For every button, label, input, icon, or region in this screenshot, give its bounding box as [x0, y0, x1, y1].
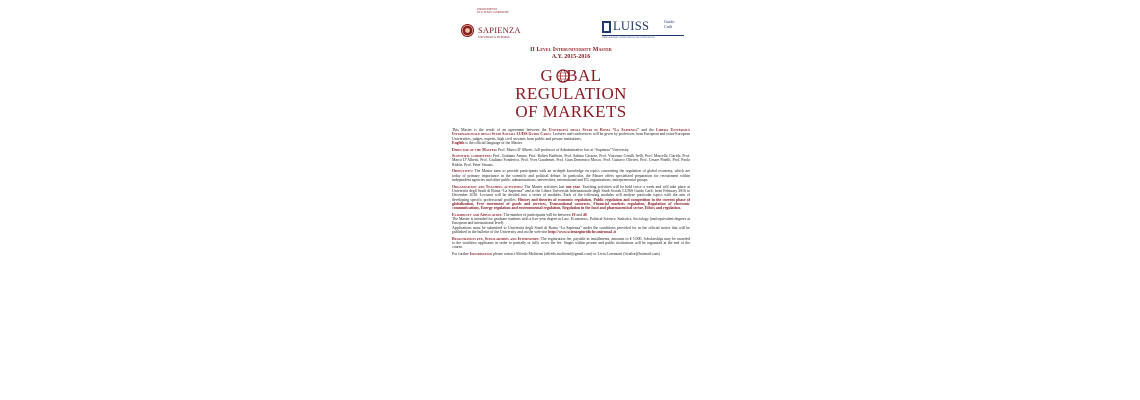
- committee-paragraph: Scientific committee: Prof. Giuliano Amato, Prof. Robert Baldwin, Prof. Sabino Cassese, Prof. Vincenzo Cerulli Irelli, Prof. Marcello Clarich, Prof. Marco D’Alberti, Prof. Giuliano Fonderico, Prof. Yves Gaudemet, Prof. Gian Domenico Mosco, Prof. Gustavo Olivieri, Prof. Cesare Pinelli, Prof. Paolo Ridola, Prof. Peter Strauss.: [452, 154, 690, 167]
- luiss-mark-icon: [602, 21, 611, 33]
- title-line-1: [452, 67, 690, 85]
- fees-label: Registration fee, Scholarships and Internships:: [452, 236, 540, 241]
- sapienza-name: SAPIENZA: [478, 25, 521, 35]
- eligibility-paragraph: Eligibility and Application: The number of participants will be between 10 and 40. The Master is intended for graduate students with a five-year degree in Law, Economics, Political Science, Statistics, Sociology (and equivalent degrees at European and international level). Applications must be submitted to Università degli Studi di Roma “La Sapienza” under the conditions provided for in the official notice that will be published in the bulletin of the University and on the web-site http://www.scienzegiuridiche.uniroma1.it: [452, 212, 690, 235]
- title-line-2: REGULATION: [515, 84, 627, 103]
- info-paragraph: For further Information please contact Alfredo Moliterni (alfredo.moliterni@gmail.com) or Livia Lorenzoni (livialor@hotmail.com).: [452, 251, 661, 256]
- luiss-highlight: Libera Università Internazionale degli Studi Sociali LUISS Guido Carli: [452, 128, 690, 137]
- logos-header: [452, 0, 690, 46]
- director-label: Director of the Master:: [452, 147, 498, 152]
- master-level: II Level Interuniversity Master: [530, 47, 612, 53]
- master-title: [452, 67, 690, 121]
- luiss-subtitle: LIBERA UNIVERSITÀ INTERNAZIONALE DEGLI STUDI SOCIALI: [602, 37, 655, 39]
- director-paragraph: Director of the Master: Prof. Marco D’Alberti, full professor of Administrative law at “Sapienza” University.: [452, 147, 630, 152]
- master-flyer: [452, 0, 690, 400]
- sapienza-highlight: Università degli Studi di Roma “La Sapienza”: [548, 128, 639, 132]
- title-bal: BAL: [566, 66, 602, 85]
- title-line-3: OF MARKETS: [515, 102, 627, 121]
- flyer-body: [452, 128, 690, 256]
- intro-paragraph: This Master is the result of an agreement between the Università degli Studi di Roma “La Sapienza” and the Libera Università Internazionale degli Studi Sociali LUISS Guido Carli. Lectures and conferences will be given by professors from European and extra-European Universities, judges, experts, high civil servants from public and private institutions. English is the official language of the Master.: [452, 128, 690, 146]
- english-highlight: English: [452, 141, 465, 146]
- sapienza-dept-line-1: DIPARTIMENTO: [477, 8, 498, 11]
- modules-list: History and theories of economic regulation, Public regulation and competition in the current phase of globalization, Free movement of goods and services, Transnational contracts, Financial markets regulation, Regulation of electronic communications, Energy regulation and environmental regulation, Regulation in the food and pharmaceutical sector, Ethics and regulation.: [452, 197, 690, 211]
- globe-icon: [556, 69, 570, 83]
- one-year-highlight: one year: [565, 184, 581, 189]
- organization-paragraph: Organization and Teaching activities: The Master activities last one year. Teaching activities will be held twice a week and will take place at Università degli Studi di Roma “La Sapienza” and at the Libera Università Internazionale degli Studi Sociali LUISS Guido Carli, from February 2016 to December 2016. Lectures will be divided into a series of modules. Each of the following modules will analyze particular topics with the aim of developing specific professional profiles: History and theories of economic regulation, Public regulation and competition in the current phase of globalization, Free movement of goods and services, Transnational contracts, Financial markets regulation, Regulation of electronic communications, Energy regulation and environmental regulation, Regulation in the food and pharmaceutical sector, Ethics and regulation.: [452, 184, 690, 211]
- academic-year: A.Y. 2015-2016: [551, 54, 591, 60]
- eligibility-label: Eligibility and Application:: [452, 212, 503, 217]
- sapienza-seal-icon: [461, 24, 474, 37]
- luiss-guido: Guido: [664, 19, 675, 24]
- sapienza-subtitle: UNIVERSITÀ DI ROMA: [478, 35, 510, 39]
- title-g: G: [540, 66, 554, 85]
- luiss-name: LUISS: [613, 19, 650, 33]
- sapienza-department: [477, 8, 509, 14]
- committee-label: Scientific committee:: [452, 154, 492, 159]
- sapienza-logo: [458, 8, 548, 44]
- fees-paragraph: Registration fee, Scholarships and Internships: The registration fee, payable in installments, amounts to € 5.000. Scholarships may be awarded to the worthiest applicants in order to partially or fully cover the fee. Stages within private and public institutions will be organized at the end of the course.: [452, 236, 690, 250]
- objectives-label: Objectives:: [452, 169, 473, 174]
- website-link[interactable]: http://www.scienzegiuridiche.uniroma1.it: [548, 230, 616, 235]
- objectives-paragraph: Objectives: The Master aims to provide participants with an in-depth knowledge on topics concerning the regulation of global economy, which are today of primary importance in the scientific and political debate. In particular, the Master offers specialized preparation for recruitment within independent agencies and other public administrations, universities, international and EU organizations, entrepreneurial groups.: [452, 169, 690, 182]
- luiss-guido-carli: [664, 20, 674, 29]
- organization-label: Organization and Teaching activities:: [452, 184, 524, 189]
- information-label: Information: [469, 251, 493, 256]
- sapienza-dept-line-2: DI SCIENZE GIURIDICHE: [477, 11, 509, 15]
- luiss-logo: [602, 20, 690, 42]
- luiss-carli: Carli: [664, 23, 673, 29]
